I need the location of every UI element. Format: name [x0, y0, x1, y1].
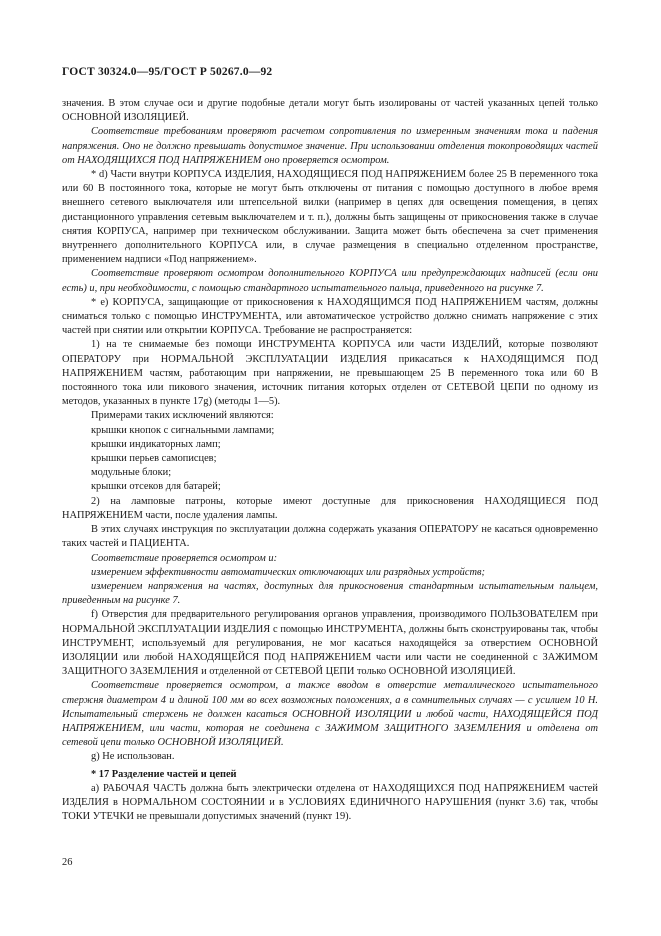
- list-item: крышки кнопок с сигнальными лампами;: [91, 424, 275, 436]
- paragraph-continuation: значения. В этом случае оси и другие подобные детали могут быть изолированы от частей указанных цепей только ОСНОВНОЙ ИЗОЛЯЦИЕЙ.: [62, 98, 598, 124]
- paragraph-compliance-resistance: Соответствие требованиям проверяют расчетом сопротивления по измеренным значениям тока и падения напряжения. Оно не должно превышать допустимое значение. При использовании отделения токопроводящих частей от НАХОДЯЩИХСЯ ПОД НАПРЯЖЕНИЕМ оно проверяется осмотром.: [62, 126, 598, 166]
- paragraph-examples-intro: Примерами таких исключений являются:: [91, 410, 274, 422]
- paragraph-compliance-d: Соответствие проверяют осмотром дополнительного КОРПУСА или предупреждающих надписей (если они есть) и, при необходимости, с помощью стандартного испытательного пальца, приведенного на рисунке 7.: [62, 268, 598, 294]
- paragraph-instruction-note: В этих случаях инструкция по эксплуатации должна содержать указания ОПЕРАТОРУ не касаться одновременно таких частей и ПАЦИЕНТА.: [62, 524, 598, 550]
- paragraph-compliance-f: Соответствие проверяется осмотром, а также вводом в отверстие металлического испытательного стержня диаметром 4 и длиной 100 мм во всех возможных положениях, а в сомнительных случаях — с усилием 10 Н. Испытательный стержень не должен касаться ОСНОВНОЙ ИЗОЛЯЦИИ и любой части, НАХОДЯЩЕЙСЯ ПОД НАПРЯЖЕНИЕМ, или части, которая не соединена с ЗАЖИМОМ ЗАЩИТНОГО ЗАЗЕМЛЕНИЯ и отделена от сетевой цепи только ОСНОВНОЙ ИЗОЛЯЦИЕЙ.: [62, 680, 598, 749]
- paragraph-item-g: g) Не использован.: [91, 751, 175, 763]
- paragraph-item-e-2: 2) на ламповые патроны, которые имеют доступные для прикосновения НАХОДЯЩИЕСЯ ПОД НАПРЯЖЕНИЕМ части, после удаления лампы.: [62, 495, 598, 521]
- list-item: крышки перьев самописцев;: [91, 453, 217, 465]
- paragraph-item-d: * d) Части внутри КОРПУСА ИЗДЕЛИЯ, НАХОДЯЩИЕСЯ ПОД НАПРЯЖЕНИЕМ более 25 В переменного тока или 60 В постоянного тока, которые не могут быть отключены от питания с помощью доступного в любое время внешнего сетевого выключателя или штепсельной вилки (например в цепях для освещения помещения, в цепях дистанционного управления сетевым выключателем и т. п.), должны быть защищены от прикосновения также в случае снятия КОРПУСА, например при техническом обслуживании. Защита может быть обеспечена за счет применения внутреннего дополнительного КОРПУСА или, в случае размещения в специально отделенном пространстве, применением надписи «Под напряжением».: [62, 169, 598, 266]
- paragraph-item-e-1: 1) на те снимаемые без помощи ИНСТРУМЕНТА КОРПУСА или части ИЗДЕЛИЙ, которые позволяют ОПЕРАТОРУ при НОРМАЛЬНОЙ ЭКСПЛУАТАЦИИ ИЗДЕЛИЯ прикасаться к НАХОДЯЩИМСЯ ПОД НАПРЯЖЕНИЕМ частям, работающим при напряжении, не превышающем 25 В переменного тока или 60 В постоянного тока или пикового значения, источник питания которых отделен от СЕТЕВОЙ ЦЕПИ по одному из методов, указанных в пункте 17g) (методы 1—5).: [62, 339, 598, 408]
- paragraph-compliance-e-1: измерением эффективности автоматических отключающих или разрядных устройств;: [91, 566, 485, 578]
- paragraph-compliance-e-2: измерением напряжения на частях, доступных для прикосновения стандартным испытательным пальцем, приведенным на рисунке 7.: [62, 580, 598, 607]
- document-header: ГОСТ 30324.0—95/ГОСТ Р 50267.0—92: [62, 66, 273, 78]
- document-body: [62, 97, 598, 824]
- paragraph-item-e: * e) КОРПУСА, защищающие от прикосновения к НАХОДЯЩИМСЯ ПОД НАПРЯЖЕНИЕМ частям, должны сниматься только с помощью ИНСТРУМЕНТА, или автоматическое устройство должно снимать напряжение с этих частей при снятии или открытии КОРПУСА. Требование не распространяется:: [62, 296, 598, 337]
- paragraph-item-f: f) Отверстия для предварительного регулирования органов управления, производимого ПОЛЬЗОВАТЕЛЕМ при НОРМАЛЬНОЙ ЭКСПЛУАТАЦИИ ИЗДЕЛИЯ с помощью ИНСТРУМЕНТА, должны быть сконструированы так, чтобы ИНСТРУМЕНТ, используемый для регулирования, не мог касаться находящейся за отверстием ОСНОВНОЙ ИЗОЛЯЦИИ или любой НАХОДЯЩЕЙСЯ ПОД НАПРЯЖЕНИЕМ части или части не соединенной с ЗАЖИМОМ ЗАЩИТНОГО ЗАЗЕМЛЕНИЯ и отделенной от СЕТЕВОЙ ЦЕПИ только ОСНОВНОЙ ИЗОЛЯЦИЕЙ.: [62, 609, 598, 678]
- section-heading-17: * 17 Разделение частей и цепей: [91, 768, 237, 780]
- page-number: 26: [62, 857, 73, 868]
- list-item: крышки индикаторных ламп;: [91, 438, 221, 450]
- list-item: модульные блоки;: [91, 467, 172, 479]
- paragraph-compliance-e: Соответствие проверяется осмотром и:: [91, 552, 278, 564]
- paragraph-item-17a: a) РАБОЧАЯ ЧАСТЬ должна быть электрически отделена от НАХОДЯЩИХСЯ ПОД НАПРЯЖЕНИЕМ частей ИЗДЕЛИЯ в НОРМАЛЬНОМ СОСТОЯНИИ и в УСЛОВИЯХ ЕДИНИЧНОГО НАРУШЕНИЯ (пункт 3.6) так, чтобы ТОКИ УТЕЧКИ не превышали допустимых значений (пункт 19).: [62, 782, 598, 823]
- list-item: крышки отсеков для батарей;: [91, 481, 221, 493]
